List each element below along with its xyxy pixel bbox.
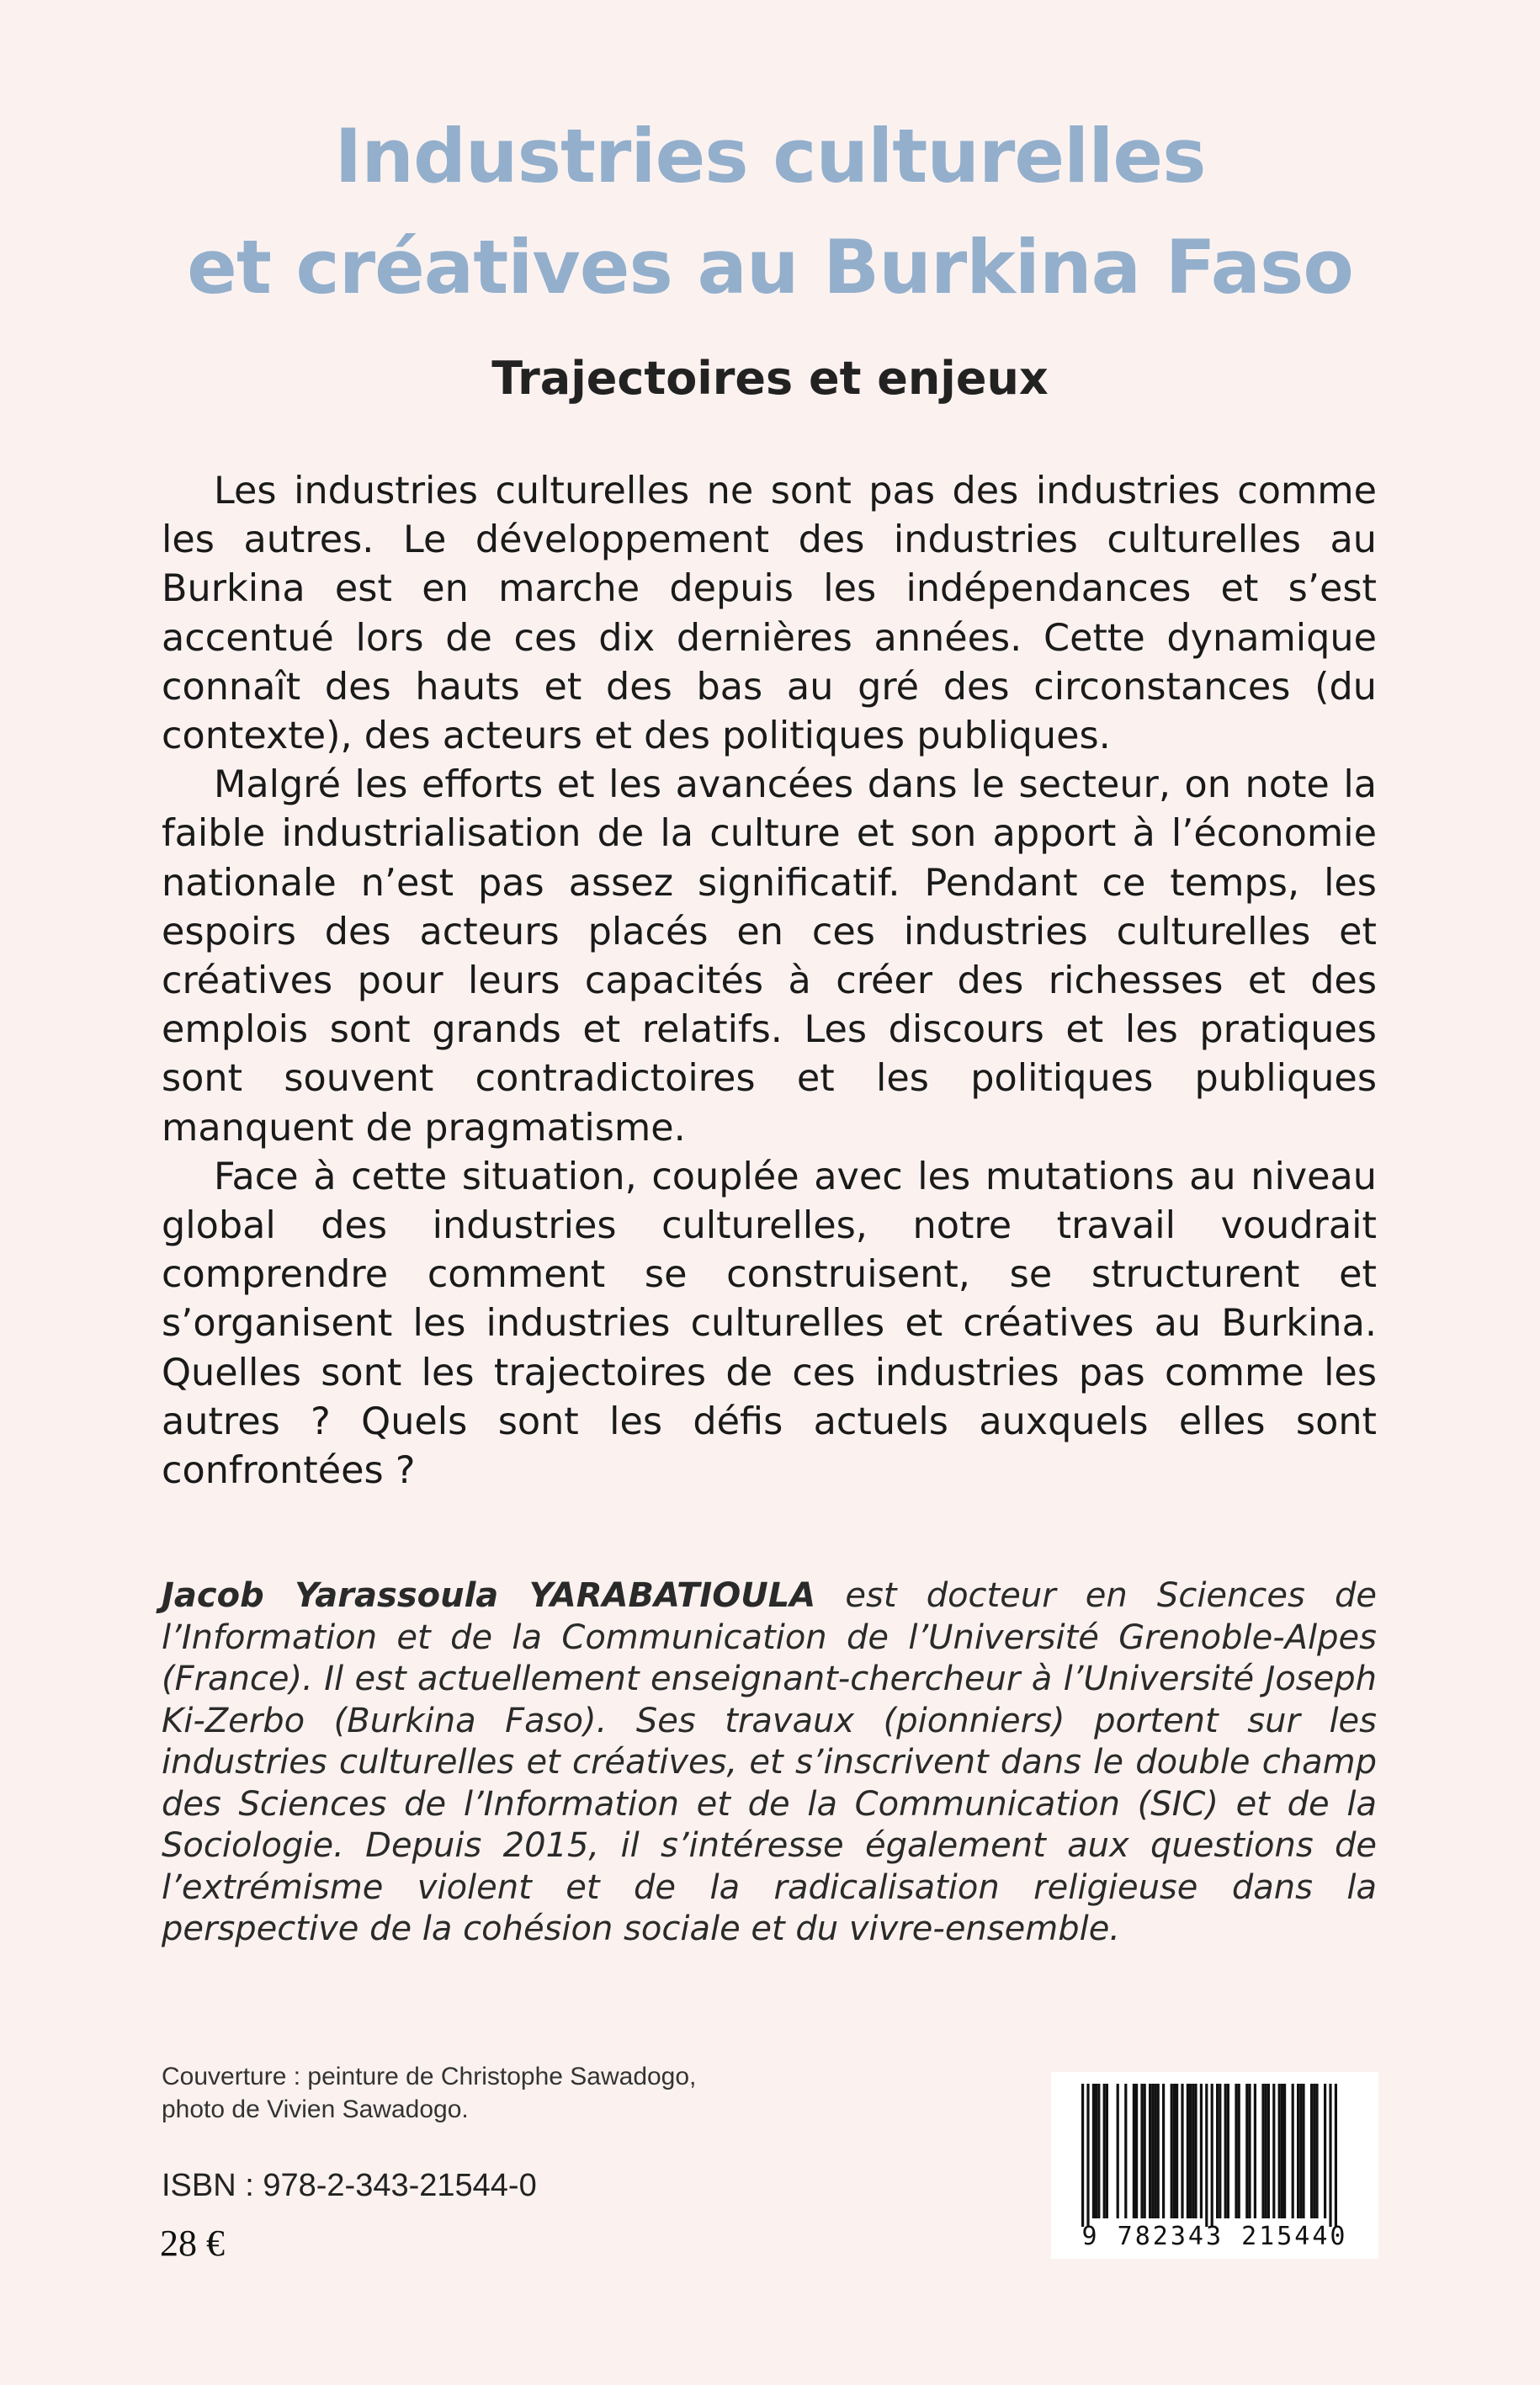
barcode-bar (1265, 2084, 1267, 2218)
barcode-bar (1254, 2084, 1256, 2218)
barcode-bar (1173, 2084, 1176, 2218)
barcode-bar (1135, 2084, 1138, 2218)
barcode-bar (1103, 2084, 1106, 2218)
barcode (1051, 2072, 1378, 2259)
barcode-bar (1189, 2084, 1192, 2218)
barcode-bar (1095, 2084, 1097, 2218)
barcode-bar (1144, 2084, 1146, 2218)
barcode-bar (1192, 2084, 1194, 2218)
barcode-bar (1278, 2084, 1281, 2218)
barcode-bar (1133, 2084, 1135, 2218)
barcode-bar (1216, 2084, 1219, 2218)
book-subtitle: Trajectoires et enjeux (491, 352, 1049, 405)
barcode-bar (1176, 2084, 1178, 2218)
barcode-digits: 9 782343 215440 (1081, 2222, 1348, 2251)
barcode-bar (1224, 2084, 1227, 2218)
barcode-guard-bar (1329, 2084, 1331, 2227)
barcode-bar (1219, 2084, 1221, 2218)
barcode-bar (1162, 2084, 1165, 2218)
summary-paragraph-3: Face à cette situation, couplée avec les mutations au niveau global des industries culturelles, notre travail voudrait comprendre comment se construisent, se structurent et s’organisent les industries culturelles et créatives au Burkina. Quelles sont les trajectoires de ces industries pas comme les autres ? Quels sont les défis actuels auxquels elles sont confrontées ? (162, 1155, 1377, 1493)
summary-text (162, 467, 1377, 1495)
summary-paragraph-1: Les industries culturelles ne sont pas des industries comme les autres. Le développement des industries culturelles au Burkina est en marche depuis les indépendances et s’est accentué lors de ces dix dernières années. Cette dynamique connaît des hauts et des bas au gré des circonstances (du contexte), des acteurs et des politiques publiques. (162, 470, 1377, 758)
barcode-bar (1151, 2084, 1154, 2218)
barcode-bar (1261, 2084, 1264, 2218)
credits-line-1: Couverture : peinture de Christophe Sawadogo, (162, 2063, 697, 2090)
author-bio-text: est docteur en Sciences de l’Information et de la Communication de l’Université Grenoble-Alpes (France). Il est actuellement enseignant-chercheur à l’Université Joseph Ki-Zerbo (Burkina Faso). Ses travaux (pionniers) portent sur les industries culturelles et créatives, et s’inscrivent dans le double champ des Sciences de l’Information et de la Communication (SIC) et de la Sociologie. Depuis 2015, il s’intéresse également aux questions de l’extrémisme violent et de la radicalisation religieuse dans la perspective de la cohésion sociale et du vivre-ensemble. (162, 1576, 1378, 1948)
barcode-bar (1117, 2084, 1119, 2218)
barcode-guard-bar (1211, 2084, 1213, 2227)
barcode-bar (1181, 2084, 1183, 2218)
author-name: Jacob Yarassoula YARABATIOULA (162, 1576, 816, 1615)
barcode-bar (1302, 2084, 1304, 2218)
barcode-bar (1194, 2084, 1197, 2218)
barcode-guard-bar (1335, 2084, 1337, 2227)
barcode-bar (1227, 2084, 1229, 2218)
barcode-bar (1238, 2084, 1240, 2218)
barcode-bar (1315, 2084, 1318, 2218)
barcode-bar (1283, 2084, 1286, 2218)
barcode-bar (1140, 2084, 1143, 2218)
barcode-bar (1235, 2084, 1237, 2218)
barcode-bar (1124, 2084, 1127, 2218)
barcode-bar (1187, 2084, 1189, 2218)
book-title (0, 101, 1540, 323)
barcode-bar (1248, 2084, 1251, 2218)
title-line-2: et créatives au Burkina Faso (187, 224, 1353, 311)
barcode-bar (1149, 2084, 1151, 2218)
barcode-bar (1267, 2084, 1270, 2218)
barcode-bar (1154, 2084, 1156, 2218)
barcode-guard-bar (1081, 2084, 1084, 2227)
barcode-bar (1171, 2084, 1173, 2218)
price: 28 € (160, 2223, 225, 2264)
barcode-bar (1106, 2084, 1108, 2218)
title-line-1: Industries culturelles (334, 113, 1206, 199)
cover-credits (162, 2060, 696, 2126)
barcode-bar (1281, 2084, 1283, 2218)
barcode-bar (1313, 2084, 1315, 2218)
author-bio (162, 1575, 1377, 1951)
barcode-bar (1310, 2084, 1313, 2218)
barcode-guard-bar (1086, 2084, 1089, 2227)
barcode-bar (1297, 2084, 1299, 2218)
summary-paragraph-2: Malgré les efforts et les avancées dans le secteur, on note la faible industrialisation de la culture et son apport à l’économie nationale n’est pas assez significatif. Pendant ce temps, les espoirs des acteurs placés en ces industries culturelles et créatives pour leurs capacités à créer des richesses et des emplois sont grands et relatifs. Les discours et les pratiques sont souvent contradictoires et les politiques publiques manquent de pragmatisme. (162, 763, 1377, 1150)
credits-line-2: photo de Vivien Sawadogo. (162, 2096, 469, 2123)
barcode-bar (1324, 2084, 1326, 2218)
barcode-bar (1245, 2084, 1248, 2218)
barcode-bar (1299, 2084, 1302, 2218)
barcode-bar (1272, 2084, 1275, 2218)
isbn: ISBN : 978-2-343-21544-0 (162, 2168, 537, 2203)
barcode-guard-bar (1205, 2084, 1208, 2227)
barcode-bar (1157, 2084, 1160, 2218)
barcode-bar (1092, 2084, 1095, 2218)
barcode-bar (1292, 2084, 1294, 2218)
barcode-bar (1200, 2084, 1203, 2218)
barcode-bar (1097, 2084, 1100, 2218)
